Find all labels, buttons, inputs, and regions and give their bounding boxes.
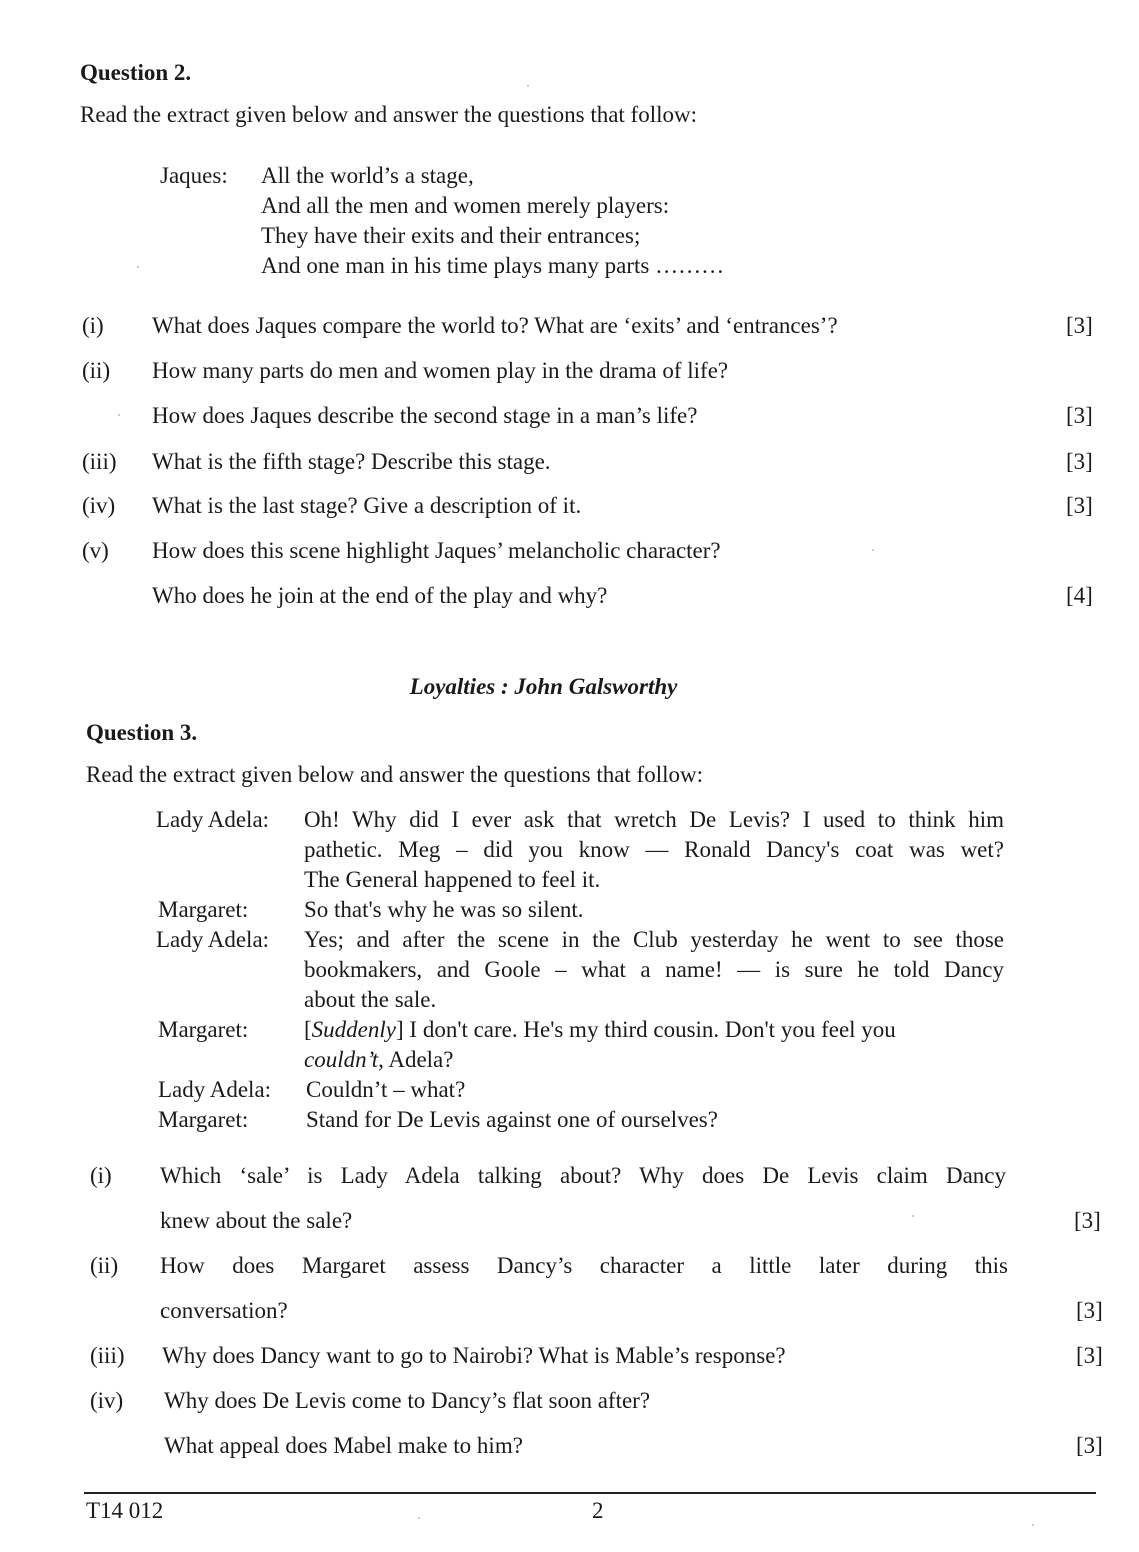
question-text: How many parts do men and women play in the drama of life?: [152, 358, 729, 383]
dialogue-speaker: Margaret:: [158, 897, 249, 922]
marks-bracket: [3]: [1074, 1208, 1101, 1233]
question-text: How does Jaques describe the second stage in a man’s life?: [152, 403, 698, 428]
question-number: (iii): [90, 1343, 125, 1368]
question-number: (iv): [90, 1388, 124, 1413]
dialogue-line: Stand for De Levis against one of ourselves?: [306, 1107, 718, 1132]
question-number: (v): [82, 538, 109, 563]
dialogue-speaker: Lady Adela:: [158, 1077, 272, 1102]
question-number: (iv): [82, 493, 116, 518]
question-2-instruction: Read the extract given below and answer the questions that follow:: [80, 102, 697, 127]
dialogue-line: [304, 1047, 453, 1073]
dialogue-speaker: Lady Adela:: [156, 927, 270, 952]
scan-speck: [527, 85, 529, 87]
marks-bracket: [3]: [1066, 313, 1093, 338]
dialogue-text: I don't care. He's my third cousin. Don't you feel you: [403, 1017, 896, 1042]
scan-speck: [1032, 1524, 1034, 1526]
dialogue-line: So that's why he was so silent.: [304, 897, 584, 922]
question-text: How does this scene highlight Jaques’ melancholic character?: [152, 538, 721, 563]
paper-code: T14 012: [86, 1498, 164, 1523]
question-number: (i): [90, 1163, 112, 1188]
section-title: Loyalties : John Galsworthy: [409, 674, 678, 699]
dialogue-text: , Adela?: [378, 1047, 454, 1072]
question-number: (iii): [82, 449, 117, 474]
marks-bracket: [4]: [1066, 583, 1093, 608]
dialogue-line: [Suddenly] I don't care. He's my third cousin. Don't you feel you: [304, 1017, 896, 1042]
scan-speck: [872, 549, 874, 551]
marks-bracket: [3]: [1066, 403, 1093, 428]
question-text: What does Jaques compare the world to? What are ‘exits’ and ‘entrances’?: [152, 313, 838, 338]
question-text: How does Margaret assess Dancy’s character a little later during this: [160, 1253, 1008, 1278]
question-text: Who does he join at the end of the play and why?: [152, 583, 608, 608]
dialogue-speaker: Margaret:: [158, 1107, 249, 1132]
dialogue-line: pathetic. Meg – did you know — Ronald Dancy's coat was wet?: [304, 837, 1004, 862]
scan-speck: [137, 266, 139, 268]
dialogue-speaker: Lady Adela:: [156, 807, 270, 832]
page-number: 2: [592, 1498, 604, 1523]
dialogue-line: Oh! Why did I ever ask that wretch De Levis? I used to think him: [304, 807, 1004, 832]
question-3-instruction: Read the extract given below and answer the questions that follow:: [86, 762, 703, 787]
scan-speck: [118, 414, 120, 416]
question-text: conversation?: [160, 1298, 288, 1323]
question-number: (i): [82, 313, 104, 338]
extract-speaker: Jaques:: [160, 163, 228, 188]
dialogue-line: Couldn’t – what?: [306, 1077, 466, 1102]
emphasis: couldn’t: [304, 1047, 379, 1072]
question-text: Why does De Levis come to Dancy’s flat soon after?: [164, 1388, 651, 1413]
question-number: (ii): [82, 358, 111, 383]
dialogue-speaker: Margaret:: [158, 1017, 249, 1042]
question-2-heading: Question 2.: [80, 60, 192, 85]
marks-bracket: [3]: [1066, 493, 1093, 518]
dialogue-line: about the sale.: [304, 987, 437, 1012]
extract-line: And one man in his time plays many parts ………: [261, 253, 725, 278]
question-text: What appeal does Mabel make to him?: [164, 1433, 523, 1458]
question-text: Which ‘sale’ is Lady Adela talking about? Why does De Levis claim Dancy: [160, 1163, 1006, 1188]
scan-speck: [418, 1517, 420, 1519]
stage-direction: Suddenly: [311, 1017, 396, 1042]
scan-speck: [912, 1215, 914, 1217]
marks-bracket: [3]: [1076, 1298, 1103, 1323]
extract-line: And all the men and women merely players:: [261, 193, 670, 218]
extract-line: All the world’s a stage,: [261, 163, 474, 188]
question-text: What is the last stage? Give a description of it.: [152, 493, 582, 518]
dialogue-line: Yes; and after the scene in the Club yesterday he went to see those: [304, 927, 1004, 952]
marks-bracket: [3]: [1076, 1433, 1103, 1458]
question-3-heading: Question 3.: [86, 720, 198, 745]
marks-bracket: [3]: [1066, 449, 1093, 474]
marks-bracket: [3]: [1076, 1343, 1103, 1368]
extract-line: They have their exits and their entrances;: [261, 223, 641, 248]
dialogue-line: bookmakers, and Goole – what a name! — is sure he told Dancy: [304, 957, 1004, 982]
footer-divider: [84, 1492, 1096, 1494]
question-number: (ii): [90, 1253, 119, 1278]
dialogue-line: The General happened to feel it.: [304, 867, 601, 892]
question-text: What is the fifth stage? Describe this stage.: [152, 449, 551, 474]
question-text: Why does Dancy want to go to Nairobi? What is Mable’s response?: [162, 1343, 786, 1368]
question-text: knew about the sale?: [160, 1208, 353, 1233]
